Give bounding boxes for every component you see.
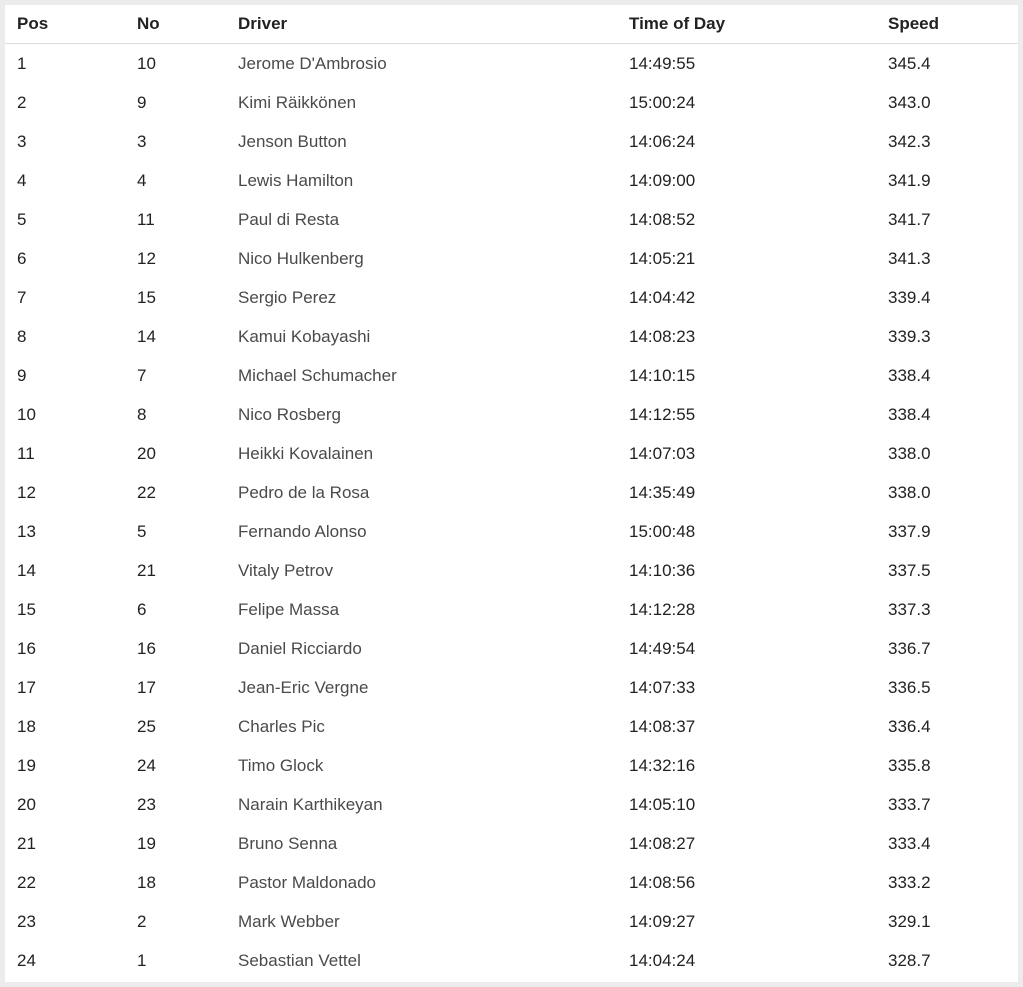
cell-car-number: 1 [137, 950, 147, 970]
cell-car-number: 5 [137, 521, 147, 541]
cell-position: 2 [17, 92, 27, 112]
cell-car-number: 14 [137, 326, 156, 346]
cell-time-of-day: 14:04:24 [629, 950, 696, 970]
cell-time-of-day: 14:05:10 [629, 794, 696, 814]
cell-speed: 338.4 [888, 404, 931, 424]
cell-position: 11 [17, 443, 35, 463]
cell-time-of-day: 14:04:42 [629, 287, 696, 307]
cell-driver-name: Kimi Räikkönen [238, 92, 357, 112]
table-row [5, 395, 1018, 434]
cell-speed: 339.4 [888, 287, 931, 307]
cell-position: 18 [17, 716, 36, 736]
table-row [5, 239, 1018, 278]
cell-car-number: 17 [137, 677, 156, 697]
cell-car-number: 23 [137, 794, 156, 814]
cell-driver-name: Charles Pic [238, 716, 325, 736]
cell-speed: 345.4 [888, 53, 931, 73]
cell-speed: 341.7 [888, 209, 931, 229]
cell-position: 17 [17, 677, 36, 697]
cell-car-number: 2 [137, 911, 147, 931]
table-row [5, 707, 1018, 746]
cell-time-of-day: 15:00:48 [629, 521, 696, 541]
table-row [5, 434, 1018, 473]
cell-car-number: 8 [137, 404, 147, 424]
cell-position: 19 [17, 755, 36, 775]
cell-car-number: 25 [137, 716, 156, 736]
cell-speed: 338.0 [888, 443, 931, 463]
cell-driver-name: Vitaly Petrov [238, 560, 334, 580]
cell-driver-name: Mark Webber [238, 911, 340, 931]
cell-car-number: 7 [137, 365, 147, 385]
cell-position: 7 [17, 287, 27, 307]
cell-position: 10 [17, 404, 36, 424]
cell-position: 3 [17, 131, 27, 151]
table-body [5, 44, 1018, 981]
cell-speed: 333.7 [888, 794, 931, 814]
cell-speed: 337.3 [888, 599, 931, 619]
cell-driver-name: Jean-Eric Vergne [238, 677, 369, 697]
cell-driver-name: Fernando Alonso [238, 521, 367, 541]
cell-driver-name: Sebastian Vettel [238, 950, 361, 970]
cell-car-number: 18 [137, 872, 156, 892]
column-header-no: No [125, 5, 226, 44]
cell-speed: 341.9 [888, 170, 931, 190]
cell-car-number: 20 [137, 443, 156, 463]
table-row [5, 824, 1018, 863]
cell-speed: 336.5 [888, 677, 931, 697]
cell-speed: 337.5 [888, 560, 931, 580]
cell-car-number: 10 [137, 53, 156, 73]
cell-time-of-day: 14:12:55 [629, 404, 696, 424]
cell-driver-name: Nico Hulkenberg [238, 248, 364, 268]
cell-driver-name: Jerome D'Ambrosio [238, 53, 387, 73]
cell-driver-name: Timo Glock [238, 755, 324, 775]
cell-position: 16 [17, 638, 36, 658]
cell-driver-name: Felipe Massa [238, 599, 340, 619]
table-row [5, 941, 1018, 980]
cell-driver-name: Pedro de la Rosa [238, 482, 370, 502]
cell-position: 22 [17, 872, 36, 892]
cell-time-of-day: 14:09:00 [629, 170, 696, 190]
table-row [5, 122, 1018, 161]
cell-time-of-day: 14:08:52 [629, 209, 696, 229]
cell-position: 13 [17, 521, 36, 541]
column-header-speed: Speed [876, 5, 1018, 44]
cell-time-of-day: 14:08:37 [629, 716, 696, 736]
cell-position: 14 [17, 560, 36, 580]
cell-speed: 338.0 [888, 482, 931, 502]
cell-speed: 336.7 [888, 638, 931, 658]
cell-car-number: 21 [137, 560, 156, 580]
column-header-pos: Pos [5, 5, 125, 44]
cell-car-number: 11 [137, 209, 155, 229]
cell-time-of-day: 14:35:49 [629, 482, 696, 502]
cell-time-of-day: 14:32:16 [629, 755, 696, 775]
cell-time-of-day: 14:10:36 [629, 560, 696, 580]
cell-driver-name: Bruno Senna [238, 833, 338, 853]
cell-car-number: 4 [137, 170, 147, 190]
cell-speed: 337.9 [888, 521, 931, 541]
cell-position: 24 [17, 950, 36, 970]
table-row [5, 629, 1018, 668]
table-row [5, 512, 1018, 551]
cell-time-of-day: 14:05:21 [629, 248, 696, 268]
cell-car-number: 12 [137, 248, 156, 268]
cell-driver-name: Daniel Ricciardo [238, 638, 362, 658]
table-row [5, 902, 1018, 941]
cell-time-of-day: 14:08:23 [629, 326, 696, 346]
cell-driver-name: Heikki Kovalainen [238, 443, 374, 463]
header-row [5, 5, 1018, 44]
cell-position: 5 [17, 209, 27, 229]
table-row [5, 161, 1018, 200]
cell-car-number: 15 [137, 287, 156, 307]
table-row [5, 473, 1018, 512]
cell-position: 20 [17, 794, 36, 814]
table-row [5, 317, 1018, 356]
cell-car-number: 3 [137, 131, 147, 151]
cell-position: 15 [17, 599, 36, 619]
cell-driver-name: Paul di Resta [238, 209, 340, 229]
speed-trap-table [5, 5, 1018, 980]
cell-time-of-day: 14:08:27 [629, 833, 696, 853]
column-header-driver: Driver [226, 5, 617, 44]
table-row [5, 785, 1018, 824]
table-row [5, 278, 1018, 317]
cell-time-of-day: 14:49:55 [629, 53, 696, 73]
cell-speed: 335.8 [888, 755, 931, 775]
cell-speed: 339.3 [888, 326, 931, 346]
cell-driver-name: Lewis Hamilton [238, 170, 354, 190]
cell-car-number: 9 [137, 92, 147, 112]
cell-driver-name: Nico Rosberg [238, 404, 341, 424]
cell-position: 12 [17, 482, 36, 502]
table-row [5, 590, 1018, 629]
cell-position: 6 [17, 248, 27, 268]
cell-car-number: 24 [137, 755, 156, 775]
cell-speed: 333.4 [888, 833, 931, 853]
cell-speed: 328.7 [888, 950, 931, 970]
cell-time-of-day: 14:08:56 [629, 872, 696, 892]
cell-driver-name: Narain Karthikeyan [238, 794, 383, 814]
cell-driver-name: Pastor Maldonado [238, 872, 376, 892]
cell-speed: 329.1 [888, 911, 931, 931]
results-panel [5, 5, 1018, 982]
cell-speed: 333.2 [888, 872, 931, 892]
cell-time-of-day: 14:07:33 [629, 677, 696, 697]
table-row [5, 356, 1018, 395]
cell-car-number: 19 [137, 833, 156, 853]
cell-time-of-day: 14:06:24 [629, 131, 696, 151]
cell-time-of-day: 14:12:28 [629, 599, 696, 619]
table-row [5, 668, 1018, 707]
cell-car-number: 22 [137, 482, 156, 502]
cell-driver-name: Michael Schumacher [238, 365, 397, 385]
cell-time-of-day: 14:49:54 [629, 638, 696, 658]
cell-car-number: 16 [137, 638, 156, 658]
table-row [5, 863, 1018, 902]
cell-speed: 342.3 [888, 131, 931, 151]
table-row [5, 746, 1018, 785]
column-header-time-of-day: Time of Day [617, 5, 876, 44]
cell-time-of-day: 14:09:27 [629, 911, 696, 931]
cell-position: 4 [17, 170, 27, 190]
cell-speed: 336.4 [888, 716, 931, 736]
cell-time-of-day: 14:10:15 [629, 365, 696, 385]
table-row [5, 200, 1018, 239]
table-row [5, 83, 1018, 122]
cell-driver-name: Jenson Button [238, 131, 347, 151]
cell-position: 23 [17, 911, 36, 931]
cell-speed: 338.4 [888, 365, 931, 385]
cell-driver-name: Sergio Perez [238, 287, 337, 307]
cell-driver-name: Kamui Kobayashi [238, 326, 371, 346]
cell-position: 8 [17, 326, 27, 346]
cell-position: 1 [17, 53, 27, 73]
cell-time-of-day: 15:00:24 [629, 92, 696, 112]
cell-speed: 343.0 [888, 92, 931, 112]
cell-speed: 341.3 [888, 248, 931, 268]
cell-time-of-day: 14:07:03 [629, 443, 696, 463]
table-header [5, 5, 1018, 44]
table-row [5, 44, 1018, 84]
cell-car-number: 6 [137, 599, 147, 619]
cell-position: 21 [17, 833, 36, 853]
table-row [5, 551, 1018, 590]
cell-position: 9 [17, 365, 27, 385]
